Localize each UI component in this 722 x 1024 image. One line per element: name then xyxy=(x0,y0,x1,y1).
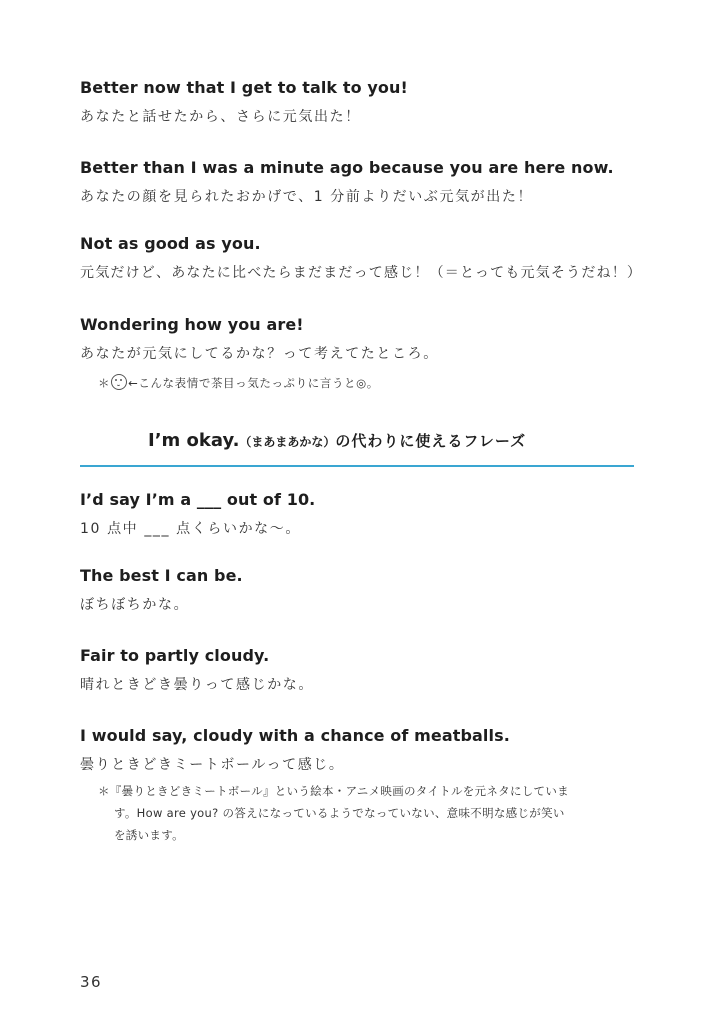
section-title-rest: の代わりに使えるフレーズ xyxy=(335,432,527,450)
section-divider xyxy=(80,465,634,467)
phrase-ja-7: 晴れときどき曇りって感じかな。 xyxy=(80,677,314,693)
phrase-ja-8: 曇りときどきミートボールって感じ。 xyxy=(80,757,345,773)
phrase-en-2: Better than I was a minute ago because you are here now. xyxy=(80,158,614,177)
note-text: ←こんな表情で茶目っ気たっぷりに言うと◎。 xyxy=(128,376,379,390)
phrase-ja-3: 元気だけど、あなたに比べたらまだまだって感じ！（＝とっても元気そうだね！） xyxy=(80,265,643,281)
phrase-en-4: Wondering how you are! xyxy=(80,315,304,334)
note-asterisk: ＊ xyxy=(98,376,111,390)
footnote-line-2: す。How are you? の答えになっているようでなっていない、意味不明な感じが笑い xyxy=(114,806,565,820)
phrase-ja-5: 10 点中 ___ 点くらいかな～。 xyxy=(80,521,301,537)
page-number: 36 xyxy=(80,973,103,991)
phrase-en-7: Fair to partly cloudy. xyxy=(80,646,270,665)
section-title-paren: （まあまあかな） xyxy=(239,435,336,449)
phrase-en-6: The best I can be. xyxy=(80,566,243,585)
face-note xyxy=(98,374,379,391)
phrase-ja-6: ぼちぼちかな。 xyxy=(80,597,190,613)
phrase-en-1: Better now that I get to talk to you! xyxy=(80,78,408,97)
footnote-line-1: ＊『曇りときどきミートボール』という絵本・アニメ映画のタイトルを元ネタにしていま xyxy=(98,784,569,798)
section-title-en: I’m okay. xyxy=(148,430,240,451)
phrase-en-8: I would say, cloudy with a chance of meatballs. xyxy=(80,726,510,745)
phrase-ja-4: あなたが元気にしてるかな？って考えてたところ。 xyxy=(80,346,439,362)
phrase-ja-2: あなたの顔を見られたおかげで、1 分前よりだいぶ元気が出た！ xyxy=(80,189,534,205)
footnote-line-3: を誘います。 xyxy=(114,828,184,842)
phrase-en-5: I’d say I’m a ___ out of 10. xyxy=(80,490,316,509)
smirk-face-icon xyxy=(111,374,127,390)
phrase-en-3: Not as good as you. xyxy=(80,234,261,253)
phrase-ja-1: あなたと話せたから、さらに元気出た！ xyxy=(80,109,361,125)
section-heading xyxy=(148,430,526,451)
